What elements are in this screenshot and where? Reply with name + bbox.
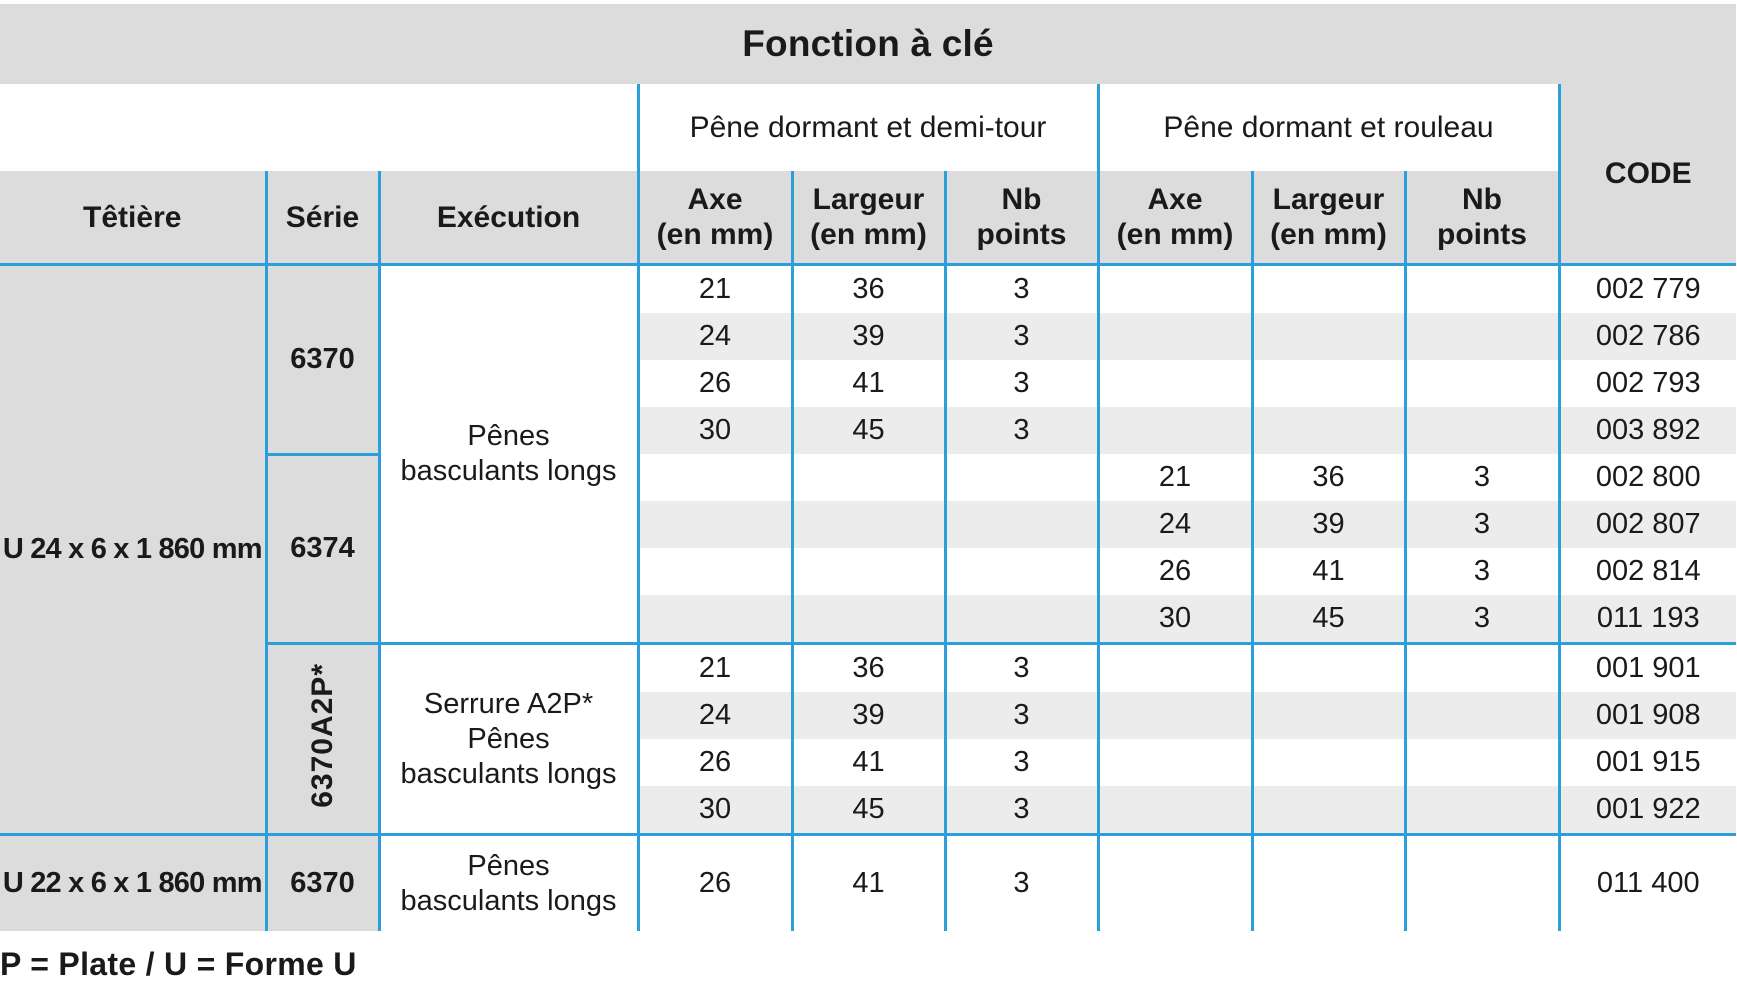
header-nb-1-l2: points <box>976 218 1067 251</box>
product-table <box>0 4 1736 931</box>
cell-nb-1: 3 <box>945 407 1098 454</box>
cell-code: 011 193 <box>1559 595 1736 644</box>
cell-largeur-2: 39 <box>1252 501 1405 548</box>
execution-2-l2: Pênes <box>467 722 550 755</box>
cell-nb-1: 3 <box>945 644 1098 693</box>
cell-largeur-1: 41 <box>792 739 945 786</box>
cell-largeur-2 <box>1252 692 1405 739</box>
execution-3-l1: Pênes <box>467 849 550 882</box>
header-largeur-1-l1: Largeur <box>812 183 925 216</box>
cell-code: 001 915 <box>1559 739 1736 786</box>
table-row <box>0 835 1736 932</box>
cell-largeur-1: 45 <box>792 786 945 835</box>
header-largeur-2-l2: (en mm) <box>1270 218 1387 251</box>
group-header-row <box>0 84 1736 171</box>
cell-axe-2: 24 <box>1098 501 1252 548</box>
cell-code: 001 901 <box>1559 644 1736 693</box>
cell-largeur-1 <box>792 595 945 644</box>
header-axe-1-l2: (en mm) <box>656 218 774 251</box>
cell-axe-2 <box>1098 692 1252 739</box>
cell-code: 002 786 <box>1559 313 1736 360</box>
cell-axe-1 <box>638 548 792 595</box>
cell-axe-1: 30 <box>638 407 792 454</box>
cell-axe-2 <box>1098 265 1252 314</box>
cell-nb-1: 3 <box>945 786 1098 835</box>
cell-axe-2 <box>1098 835 1252 932</box>
cell-largeur-1: 41 <box>792 360 945 407</box>
table-row <box>0 265 1736 314</box>
cell-axe-1: 30 <box>638 786 792 835</box>
cell-axe-2: 26 <box>1098 548 1252 595</box>
cell-nb-2: 3 <box>1405 595 1559 644</box>
execution-1-l2: basculants longs <box>400 455 617 487</box>
cell-largeur-1 <box>792 454 945 501</box>
tetiere-u24: U 24 x 6 x 1 860 mm <box>0 265 266 835</box>
header-nb-2-l1: Nb <box>1462 183 1502 216</box>
cell-largeur-2: 41 <box>1252 548 1405 595</box>
cell-axe-1 <box>638 595 792 644</box>
header-largeur-1 <box>792 171 945 265</box>
cell-largeur-2 <box>1252 835 1405 932</box>
cell-nb-2 <box>1405 407 1559 454</box>
header-nb-2 <box>1405 171 1559 265</box>
cell-largeur-1: 39 <box>792 692 945 739</box>
cell-nb-1 <box>945 595 1098 644</box>
cell-nb-2 <box>1405 644 1559 693</box>
table-title: Fonction à clé <box>0 4 1736 84</box>
cell-nb-1 <box>945 548 1098 595</box>
cell-axe-2 <box>1098 313 1252 360</box>
tetiere-u22: U 22 x 6 x 1 860 mm <box>0 835 266 932</box>
footnote: P = Plate / U = Forme U <box>0 946 357 982</box>
header-axe-1-l1: Axe <box>687 183 743 216</box>
cell-code: 002 814 <box>1559 548 1736 595</box>
cell-nb-2 <box>1405 265 1559 314</box>
cell-nb-2 <box>1405 786 1559 835</box>
cell-axe-2 <box>1098 407 1252 454</box>
execution-1 <box>379 265 638 644</box>
header-largeur-1-l2: (en mm) <box>810 218 927 251</box>
cell-axe-2: 21 <box>1098 454 1252 501</box>
cell-nb-2 <box>1405 360 1559 407</box>
cell-largeur-2 <box>1252 360 1405 407</box>
serie-6374: 6374 <box>266 454 379 644</box>
header-axe-1 <box>638 171 792 265</box>
cell-axe-1: 26 <box>638 739 792 786</box>
cell-code: 002 779 <box>1559 265 1736 314</box>
header-largeur-2-l1: Largeur <box>1272 183 1385 216</box>
cell-code: 003 892 <box>1559 407 1736 454</box>
cell-nb-2: 3 <box>1405 548 1559 595</box>
cell-axe-1: 24 <box>638 692 792 739</box>
cell-axe-2: 30 <box>1098 595 1252 644</box>
cell-code: 001 908 <box>1559 692 1736 739</box>
cell-axe-2 <box>1098 739 1252 786</box>
cell-code: 001 922 <box>1559 786 1736 835</box>
execution-2 <box>379 644 638 835</box>
cell-axe-1: 26 <box>638 835 792 932</box>
cell-largeur-2 <box>1252 407 1405 454</box>
serie-6370a2p-label: 6370A2P* <box>305 662 339 808</box>
execution-2-l1: Serrure A2P* <box>423 687 594 720</box>
cell-largeur-1 <box>792 548 945 595</box>
cell-largeur-1: 36 <box>792 265 945 314</box>
cell-nb-1: 3 <box>945 692 1098 739</box>
cell-largeur-1: 39 <box>792 313 945 360</box>
header-tetiere: Têtière <box>0 171 266 265</box>
cell-largeur-2 <box>1252 644 1405 693</box>
cell-nb-1: 3 <box>945 739 1098 786</box>
cell-axe-1: 26 <box>638 360 792 407</box>
header-nb-1-l1: Nb <box>1001 183 1042 216</box>
cell-code: 002 793 <box>1559 360 1736 407</box>
cell-nb-2: 3 <box>1405 454 1559 501</box>
cell-largeur-2: 36 <box>1252 454 1405 501</box>
cell-largeur-2 <box>1252 313 1405 360</box>
header-axe-2-l2: (en mm) <box>1116 218 1234 251</box>
header-serie: Série <box>266 171 379 265</box>
cell-axe-1: 21 <box>638 644 792 693</box>
header-largeur-2 <box>1252 171 1405 265</box>
cell-largeur-2 <box>1252 786 1405 835</box>
blank-header-cell <box>0 84 638 171</box>
cell-largeur-2: 45 <box>1252 595 1405 644</box>
cell-largeur-2 <box>1252 265 1405 314</box>
execution-3-l2: basculants longs <box>400 884 617 917</box>
execution-1-l1: Pênes <box>467 420 550 452</box>
cell-nb-1 <box>945 454 1098 501</box>
cell-axe-1 <box>638 454 792 501</box>
header-axe-2 <box>1098 171 1252 265</box>
cell-nb-1: 3 <box>945 360 1098 407</box>
group-rouleau: Pêne dormant et rouleau <box>1098 84 1559 171</box>
header-code: CODE <box>1559 84 1736 265</box>
cell-code: 002 807 <box>1559 501 1736 548</box>
cell-largeur-2 <box>1252 739 1405 786</box>
cell-nb-2 <box>1405 739 1559 786</box>
cell-nb-1: 3 <box>945 313 1098 360</box>
cell-nb-2 <box>1405 835 1559 932</box>
cell-largeur-1: 45 <box>792 407 945 454</box>
cell-nb-2: 3 <box>1405 501 1559 548</box>
cell-axe-2 <box>1098 360 1252 407</box>
header-execution: Exécution <box>379 171 638 265</box>
header-axe-2-l1: Axe <box>1147 183 1203 216</box>
cell-axe-2 <box>1098 644 1252 693</box>
cell-axe-1: 24 <box>638 313 792 360</box>
cell-largeur-1: 36 <box>792 644 945 693</box>
column-header-row <box>0 171 1736 265</box>
cell-nb-1: 3 <box>945 265 1098 314</box>
cell-nb-1: 3 <box>945 835 1098 932</box>
serie-6370-u22: 6370 <box>266 835 379 932</box>
execution-3 <box>379 835 638 932</box>
title-row <box>0 4 1736 84</box>
cell-axe-1 <box>638 501 792 548</box>
execution-2-l3: basculants longs <box>400 757 617 790</box>
cell-largeur-1 <box>792 501 945 548</box>
cell-axe-1: 21 <box>638 265 792 314</box>
header-nb-1 <box>945 171 1098 265</box>
cell-axe-2 <box>1098 786 1252 835</box>
group-demi-tour: Pêne dormant et demi-tour <box>638 84 1098 171</box>
cell-largeur-1: 41 <box>792 835 945 932</box>
serie-6370: 6370 <box>266 265 379 455</box>
header-nb-2-l2: points <box>1437 218 1527 251</box>
cell-nb-1 <box>945 501 1098 548</box>
cell-code: 002 800 <box>1559 454 1736 501</box>
cell-nb-2 <box>1405 692 1559 739</box>
cell-code: 011 400 <box>1559 835 1736 932</box>
serie-6370a2p <box>266 644 379 835</box>
cell-nb-2 <box>1405 313 1559 360</box>
